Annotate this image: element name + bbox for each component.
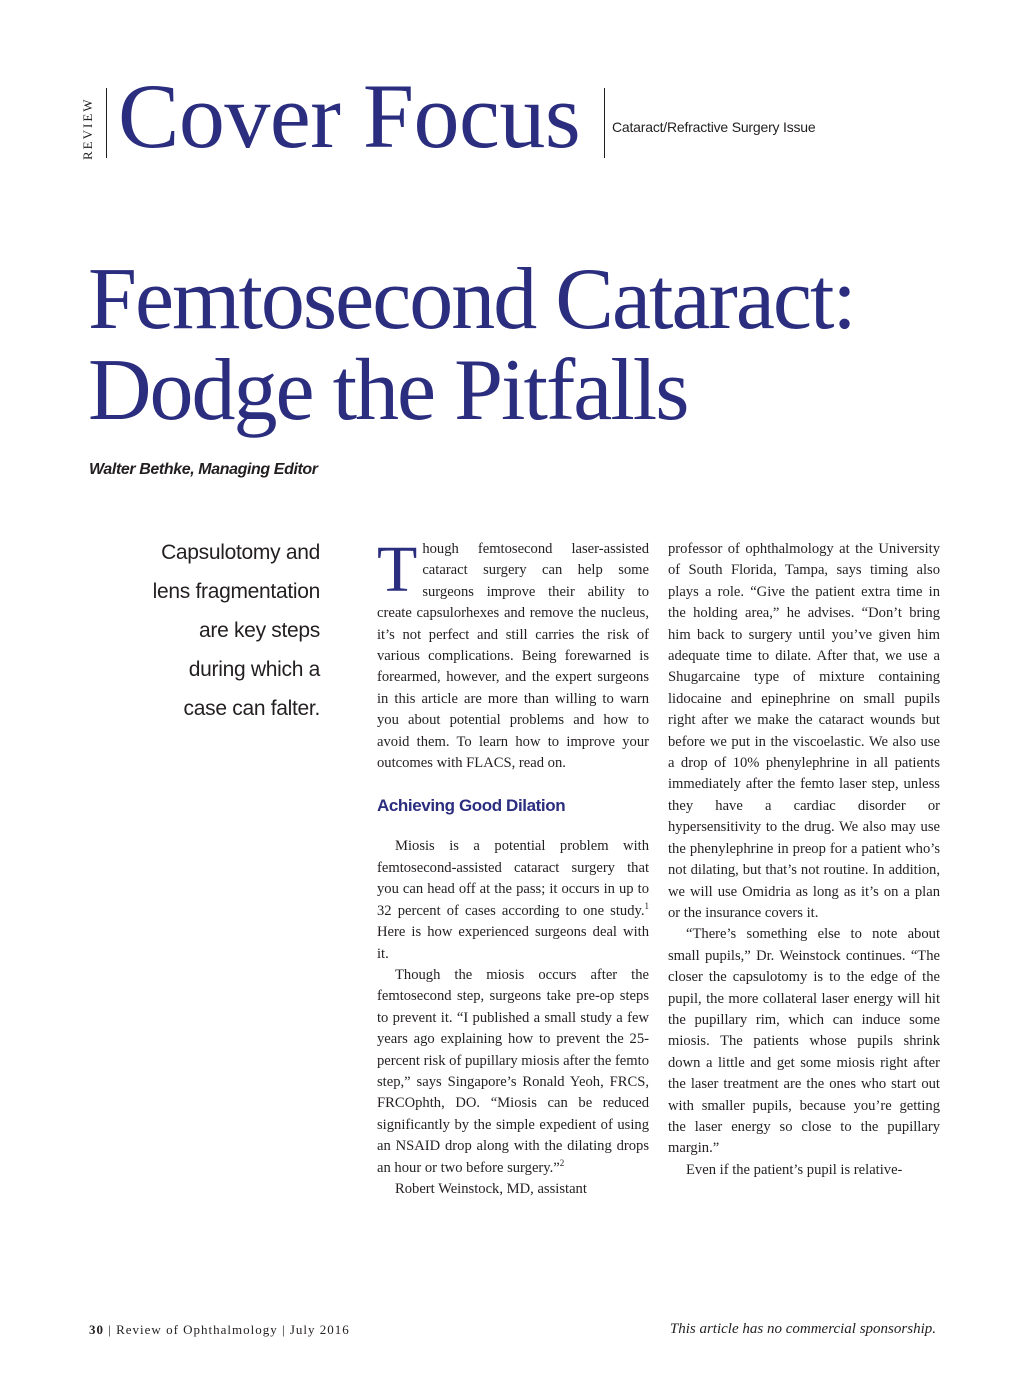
body-column-1 [377, 533, 649, 1200]
sponsorship-note: This article has no commercial sponsorship. [669, 1321, 936, 1337]
body-column-2 [668, 539, 940, 1181]
reference-marker: 1 [644, 900, 649, 911]
article-title-line-1: Femtosecond Cataract: [88, 251, 855, 348]
publication-name: Review of Ophthalmology [116, 1322, 278, 1337]
byline: Walter Bethke, Managing Editor [89, 461, 318, 478]
drop-cap: T [377, 533, 418, 606]
body-paragraph [377, 836, 649, 964]
header-divider-right [604, 88, 605, 158]
issue-date: July 2016 [289, 1322, 350, 1337]
body-text: Though the miosis occurs after the femtosecond step, surgeons take pre-op steps to prevent it. “I published a small study a few years ago explaining how to prevent the 25-percent risk of pupillary miosis after the femto step,” says Singapore’s Ronald Yeoh, FRCS, FRCOphth, DO. “Miosis can be reduced significantly by the simple expedient of using an NSAID drop along with the dilating drops an hour or two before surgery.” [377, 966, 649, 1176]
body-text: Here is how experienced surgeons deal with it. [377, 924, 649, 962]
article-title-line-2: Dodge the Pitfalls [88, 342, 688, 439]
footer-separator: | [108, 1322, 112, 1337]
pull-quote [112, 533, 320, 728]
intro-paragraph [377, 533, 649, 774]
issue-label: Cataract/Refractive Surgery Issue [612, 119, 816, 135]
body-paragraph: “There’s something else to note about small pupils,” Dr. Weinstock continues. “The closer the capsulotomy is to the edge of the pupil, the more collateral laser energy will hit the pupillary rim, which can induce some miosis. The patients whose pupils shrink down a little and get some miosis right after the laser treatment are the ones who start out with smaller pupils, because you’re getting the laser energy so close to the pupillary margin.” [668, 926, 940, 1157]
intro-text: hough femtosecond laser-assisted cataract surgery can help some surgeons improve their ability to create capsulorhexes and remove the nucleus, it’s not perfect and still carries the risk of various complications. Being forewarned is forearmed, however, and the expert surgeons in this article are more than willing to warn you about potential problems and how to avoid them. To learn how to improve your outcomes with FLACS, read on. [377, 541, 649, 772]
pull-quote-line: are key steps [199, 619, 320, 642]
pull-quote-line: lens fragmentation [152, 580, 320, 603]
footer-separator: | [282, 1322, 286, 1337]
pull-quote-line: case can falter. [183, 697, 320, 720]
footer-folio [89, 1322, 350, 1338]
body-paragraph: professor of ophthalmology at the University of South Florida, Tampa, says timing also plays a role. “Give the patient extra time in the holding area,” he advises. “Don’t bring him back to surgery until you’ve given him adequate time to dilate. After that, we use a Shugarcaine type of mixture containing lidocaine and epinephrine on small pupils right after we make the cataract wounds but before we put in the viscoelastic. We also use a drop of 10% phenylephrine in all patients immediately after the femto laser step, unless they have a cardiac disorder or hypersensitivity to the drug. We also may use the phenylephrine in preop for a patient who’s not dilating, but that’s not routine. In addition, we will use Omidria as long as it’s on a plan or the insurance covers it. [668, 541, 940, 921]
review-tag: REVIEW [80, 97, 95, 160]
subheading: Achieving Good Dilation [377, 796, 566, 816]
body-paragraph: Robert Weinstock, MD, assistant [395, 1180, 587, 1197]
pull-quote-line: Capsulotomy and [161, 541, 320, 564]
page-number: 30 [89, 1322, 104, 1337]
body-paragraph: Even if the patient’s pupil is relative- [686, 1161, 903, 1178]
article-title [88, 251, 968, 439]
body-paragraph [377, 965, 649, 1179]
section-title: Cover Focus [118, 65, 581, 167]
reference-marker: 2 [559, 1157, 565, 1168]
body-text: Miosis is a potential problem with femtosecond-assisted cataract surgery that you can head off at the pass; it occurs in up to 32 percent of cases according to one study. [377, 838, 649, 919]
header-divider-left [106, 88, 107, 158]
pull-quote-line: during which a [188, 658, 320, 681]
